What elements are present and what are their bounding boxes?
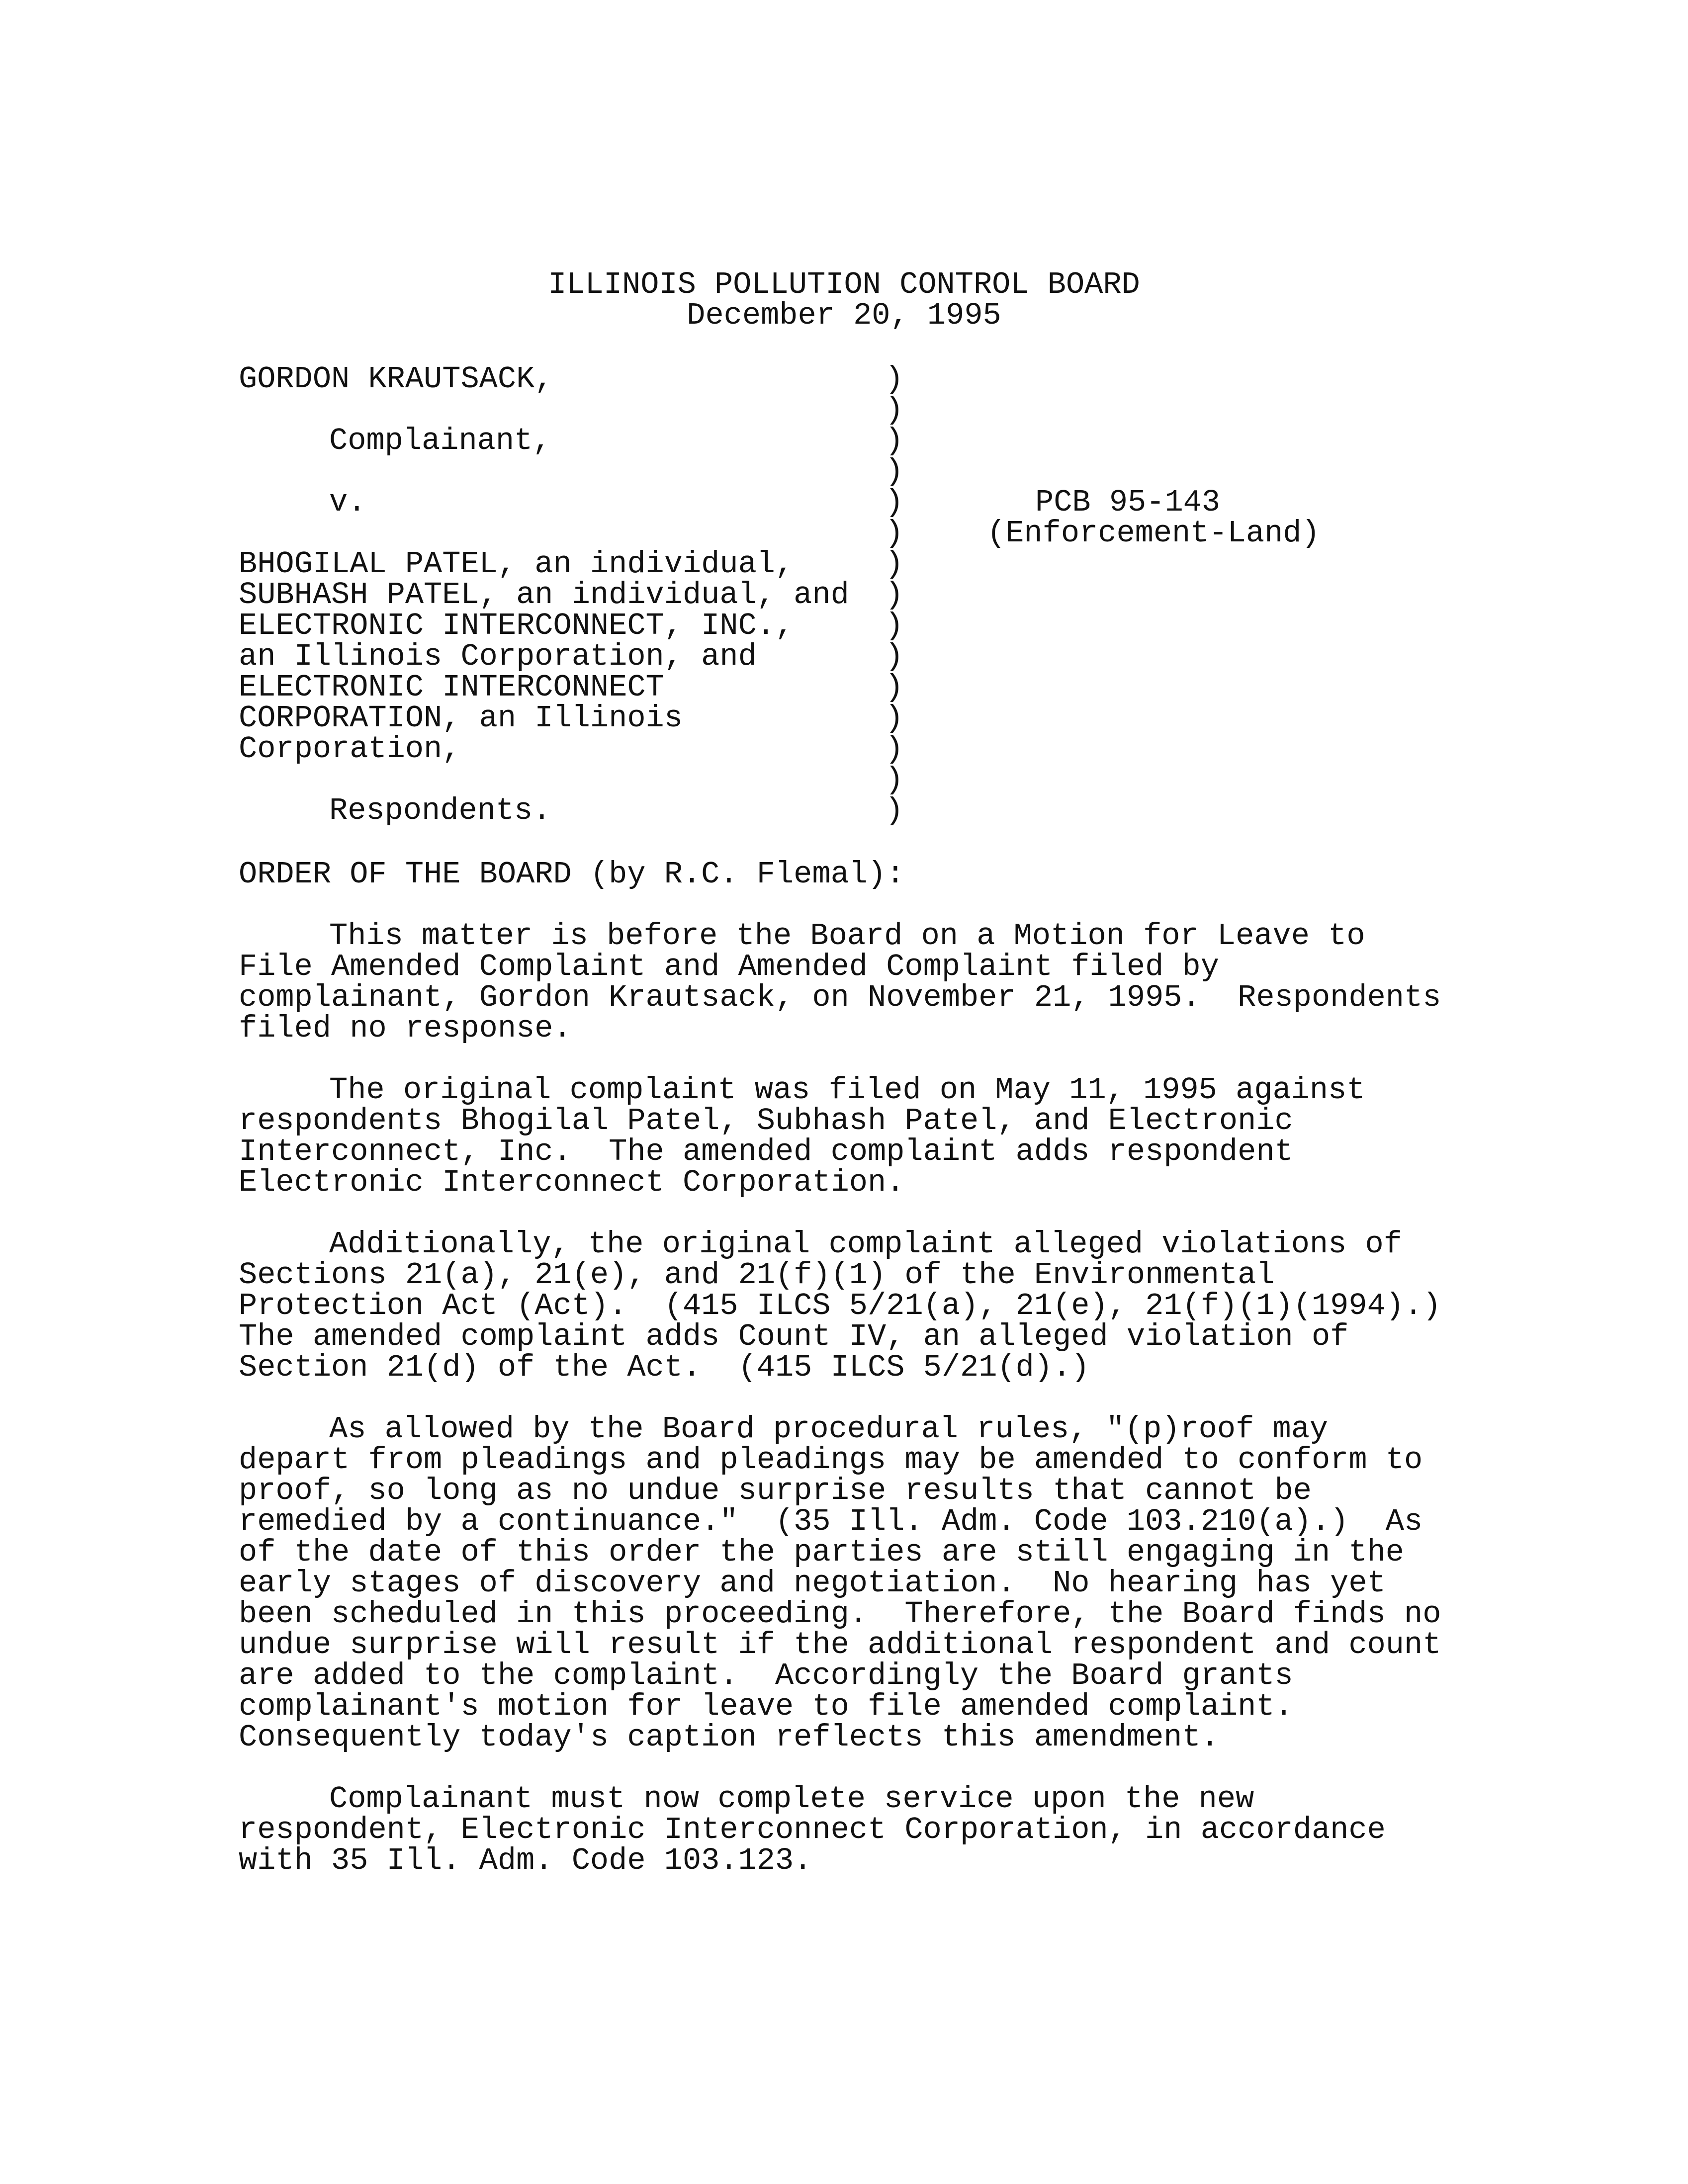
paragraph-line: Consequently today's caption reflects this amendment. <box>239 1720 1219 1755</box>
caption-paren: ) <box>885 731 904 767</box>
respondent-line: an Illinois Corporation, and <box>239 639 757 674</box>
paragraph-line: complainant, Gordon Krautsack, on November 21, 1995. Respondents <box>239 980 1441 1015</box>
caption-paren: ) <box>885 361 904 397</box>
respondent-line: ELECTRONIC INTERCONNECT, INC., <box>239 608 794 643</box>
paragraph-line: Protection Act (Act). (415 ILCS 5/21(a), 21(e), 21(f)(1)(1994).) <box>239 1288 1441 1323</box>
paragraph-line: complainant's motion for leave to file amended complaint. <box>239 1689 1293 1724</box>
case-number: PCB 95-143 <box>1035 485 1221 520</box>
board-title: ILLINOIS POLLUTION CONTROL BOARD <box>548 267 1140 302</box>
paragraph-line: respondents Bhogilal Patel, Subhash Patel, and Electronic <box>239 1103 1293 1138</box>
paragraph-line: are added to the complaint. Accordingly the Board grants <box>239 1658 1293 1693</box>
paragraph-line: been scheduled in this proceeding. Therefore, the Board finds no <box>239 1596 1441 1632</box>
caption-paren: ) <box>885 392 904 428</box>
paragraph-line: Section 21(d) of the Act. (415 ILCS 5/21(d).) <box>239 1350 1090 1385</box>
paragraph-line: The amended complaint adds Count IV, an alleged violation of <box>239 1319 1349 1354</box>
paragraph-line: remedied by a continuance." (35 Ill. Adm. Code 103.210(a).) As <box>239 1504 1423 1539</box>
caption-paren: ) <box>885 577 904 612</box>
caption-paren: ) <box>885 454 904 489</box>
caption-paren: ) <box>885 793 904 828</box>
caption-paren: ) <box>885 485 904 520</box>
paragraph-line: The original complaint was filed on May 11, 1995 against <box>329 1072 1365 1108</box>
complainant-role: Complainant, <box>329 423 551 458</box>
order-heading: ORDER OF THE BOARD (by R.C. Flemal): <box>239 857 905 892</box>
caption-paren: ) <box>885 516 904 551</box>
complainant-name: GORDON KRAUTSACK, <box>239 361 553 397</box>
paragraph-line: Electronic Interconnect Corporation. <box>239 1165 905 1200</box>
paragraph-line: filed no response. <box>239 1011 572 1046</box>
respondents-role: Respondents. <box>329 793 551 828</box>
paragraph-line: proof, so long as no undue surprise results that cannot be <box>239 1473 1312 1508</box>
paragraph-line: Complainant must now complete service upon the new <box>329 1781 1254 1817</box>
paragraph-line: This matter is before the Board on a Motion for Leave to <box>329 918 1365 954</box>
paragraph-line: respondent, Electronic Interconnect Corporation, in accordance <box>239 1812 1386 1847</box>
paragraph-line: with 35 Ill. Adm. Code 103.123. <box>239 1843 812 1878</box>
case-type: (Enforcement-Land) <box>987 516 1320 551</box>
respondent-line: CORPORATION, an Illinois <box>239 700 683 736</box>
caption-paren: ) <box>885 608 904 643</box>
paragraph-line: Additionally, the original complaint alleged violations of <box>329 1226 1402 1262</box>
paragraph-line: Interconnect, Inc. The amended complaint adds respondent <box>239 1134 1293 1169</box>
caption-paren: ) <box>885 700 904 736</box>
respondent-line: ELECTRONIC INTERCONNECT <box>239 670 664 705</box>
paragraph-line: undue surprise will result if the additional respondent and count <box>239 1627 1441 1662</box>
respondent-line: SUBHASH PATEL, an individual, and <box>239 577 849 612</box>
paragraph-line: As allowed by the Board procedural rules, "(p)roof may <box>329 1411 1329 1447</box>
caption-paren: ) <box>885 670 904 705</box>
caption-paren: ) <box>885 546 904 582</box>
caption-paren: ) <box>885 639 904 674</box>
paragraph-line: depart from pleadings and pleadings may be amended to conform to <box>239 1442 1423 1478</box>
caption-paren: ) <box>885 762 904 797</box>
versus: v. <box>329 485 366 520</box>
respondent-line: Corporation, <box>239 731 461 767</box>
respondent-line: BHOGILAL PATEL, an individual, <box>239 546 794 582</box>
paragraph-line: of the date of this order the parties are still engaging in the <box>239 1535 1404 1570</box>
paragraph-line: Sections 21(a), 21(e), and 21(f)(1) of the Environmental <box>239 1257 1275 1293</box>
paragraph-line: early stages of discovery and negotiation. No hearing has yet <box>239 1566 1386 1601</box>
caption-paren: ) <box>885 423 904 458</box>
order-date: December 20, 1995 <box>687 298 1001 333</box>
paragraph-line: File Amended Complaint and Amended Complaint filed by <box>239 949 1219 984</box>
